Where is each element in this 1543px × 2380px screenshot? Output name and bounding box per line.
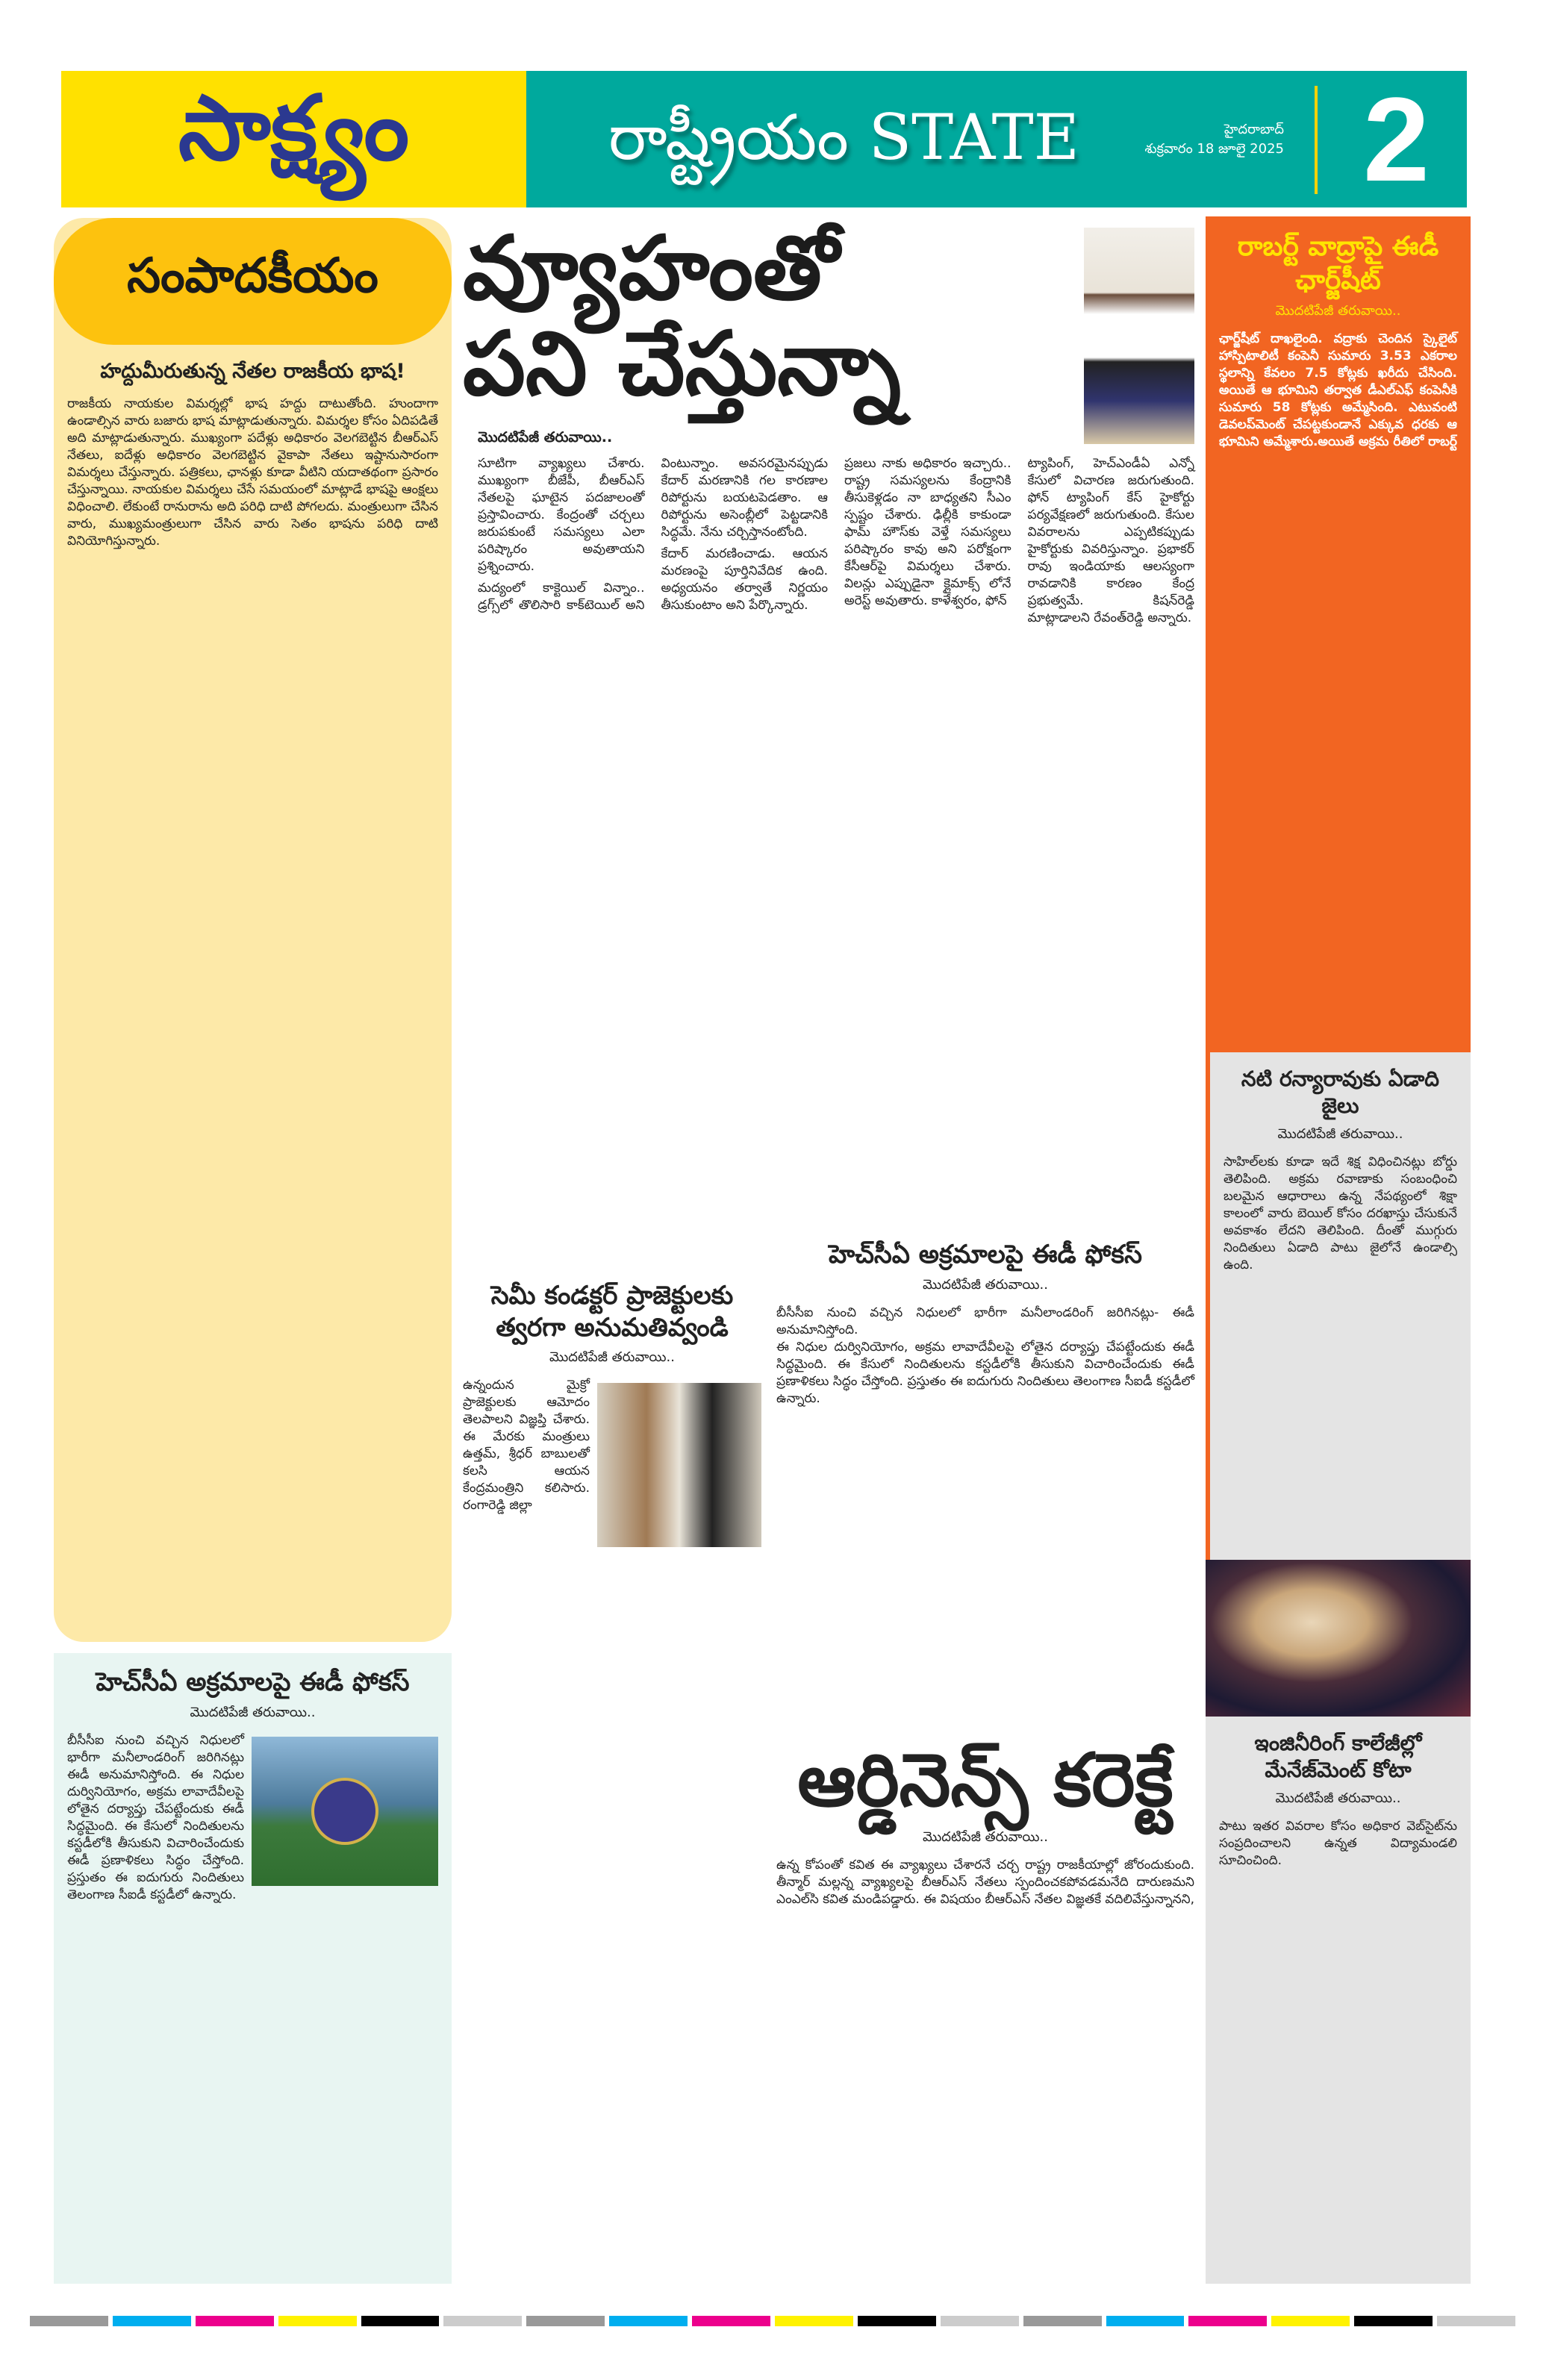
headline-line: వ్యూహంతో	[463, 216, 840, 319]
paragraph: ఛార్జ్‌షీట్ దాఖలైంది. వద్రాకు చెందిన స్కైలైట్ హాస్పిటాలిటీ కంపెనీ సుమారు 3.53 ఎకరాల స్థలాన్ని కేవలం 7.5 కోట్లకు ఖరీదు చేసింది. అయితే ఆ భూమిని తర్వాత డీఎల్ఎఫ్ కంపెనీకి సుమారు 58 కోట్లకు అమ్మేసింది. ఎటువంటి డెవలప్‌మెంట్ చేపట్టకుండానే ఎక్కువ ధరకు ఆ భూమిని అమ్మేశారు.అయితే అక్రమ రీతిలో రాబర్ట్	[1219, 331, 1457, 449]
edition-date: శుక్రవారం 18 జూలై 2025	[1144, 141, 1284, 157]
masthead-band	[526, 71, 1467, 207]
continued-label: మొదటిపేజీ తరువాయి..	[549, 1349, 675, 1365]
headline: ఆర్డినెన్స్ కరెక్టే	[797, 1738, 1173, 1823]
main-story-body	[478, 455, 1194, 1224]
logo-text: సాక్ష్యం	[178, 76, 410, 181]
paragraph: మద్యంలో కాక్టెయిల్ విన్నాం.. డ్రగ్స్‌లో తొలిసారి కాక్‌టెయిల్ అని వింటున్నాం. అవసరమైనప్పుడు కేదార్ మరణానికి గల కారణాల రిపోర్టును బయటపెడతాం. ఆ రిపోర్టును అసెంబ్లీలో పెట్టడానికి సిద్ధమే. నేను చర్చిస్తానంటోంది.	[478, 456, 828, 613]
hca-left-story	[54, 1653, 452, 2284]
paragraph: సూటిగా వ్యాఖ్యలు చేశారు. ముఖ్యంగా బీజేపీ, బీఆర్ఎస్ నేతలపై ఘాటైన పదజాలంతో ప్రస్తావించారు. కేంద్రంతో చర్చలు జరుపకుంటే సమస్యలు ఎలా పరిష్కారం అవుతాయని ప్రశ్నించారు.	[478, 456, 645, 574]
engineering-story	[1206, 1717, 1471, 2284]
paragraph: పాటు ఇతర వివరాల కోసం అధికార వెబ్‌సైట్‌ను సంప్రదించాలని ఉన్నత విద్యామండలి సూచించింది.	[1219, 1818, 1457, 1868]
actress-photo	[1206, 1560, 1471, 1717]
continued-label: మొదటిపేజీ తరువాయి..	[1275, 303, 1401, 319]
editorial-headline: హద్దుమీరుతున్న నేతల రాజకీయ భాష!	[100, 360, 405, 383]
headline: నటి రన్యారావుకు ఏడాది జైలు	[1241, 1066, 1440, 1119]
paragraph: ఈ నిధుల దుర్వినియోగం, అక్రమ లావాదేవీలపై లోతైన దర్యాప్తు చేపట్టేందుకు ఈడీ సిద్ధమైంది. ఈ కేసులో నిందితులను కస్టడీలోకి తీసుకుని విచారించేందుకు ఈడీ ప్రణాళికలు సిద్ధం చేస్తోంది. ప్రస్తుతం ఈ ఐదుగురు నిందితులు తెలంగాణ సీఐడీ కస్టడీలో ఉన్నారు.	[776, 1339, 1194, 1406]
continued-label: మొదటిపేజీ తరువాయి..	[1275, 1790, 1401, 1806]
headline: హెచ్‌సీఏ అక్రమాలపై ఈడీ ఫోకస్	[828, 1240, 1143, 1269]
editorial-box	[54, 218, 452, 1642]
paragraph: కేదార్ మరణించాడు. ఆయన మరణంపై పూర్తినివేదిక ఉంది. అధ్యయనం తర్వాతే నిర్ణయం తీసుకుంటాం అని పేర్కొన్నారు.	[661, 546, 828, 613]
ordinance-story	[776, 1739, 1194, 2284]
paragraph: ఉన్న కోపంతో కవిత ఈ వ్యాఖ్యలు చేశారనే చర్చ రాష్ట్ర రాజకీయాల్లో జోరందుకుంది. తీన్మార్ మల్లన్న వ్యాఖ్యలపై బీఆర్ఎస్ నేతలు స్పందించకపోవడమనేది దారుణమని ఎంఎల్‌సి కవిత మండిపడ్డారు. ఈ విషయం బీఆర్ఎస్ నేతల విజ్ఞతకే వదిలివేస్తున్నానని,	[776, 1857, 1194, 1907]
headline: ఇంజినీరింగ్ కాలేజీల్లో మేనేజ్‌మెంట్ కోటా	[1254, 1731, 1422, 1783]
headline-line: పని చేస్తున్నా	[463, 312, 901, 415]
editorial-badge: సంపాదకీయం	[54, 218, 452, 345]
section-title: రాష్ట్రీయం STATE	[608, 101, 1079, 174]
vadra-story	[1206, 216, 1471, 1052]
page-number: 2	[1363, 72, 1430, 206]
masthead-logo	[61, 71, 526, 207]
hca-mid-story	[776, 1239, 1194, 1731]
stadium-photo	[252, 1737, 438, 1886]
headline: రాబర్ట్ వాద్రాపై ఈడీ ఛార్జ్‌షీట్	[1237, 231, 1439, 296]
paragraph: బీసీసీఐ నుంచి వచ్చిన నిధులలో భారీగా మనీలాండరింగ్ జరిగినట్లు- ఈడీ అనుమానిస్తోంది.	[776, 1305, 1194, 1337]
continued-label: మొదటిపేజీ తరువాయి..	[478, 429, 613, 446]
paragraph: ప్రజలు నాకు అధికారం ఇచ్చారు.. రాష్ట్ర సమస్యలను కేంద్రానికి తీసుకెళ్లడం నా బాధ్యతని సీఎం స్పష్టం చేశారు. ఢిల్లీకి కాకుండా ఫామ్ హౌస్‌కు వెళ్తే సమస్యలు పరిష్కారం కావు అని పరోక్షంగా కేసీఆర్‌పై విమర్శలు చేశారు. విలన్లు ఎప్పుడైనా క్లైమాక్స్ లోనే అరెస్ట్ అవుతారు. కాళేశ్వరం, ఫోన్	[844, 456, 1011, 608]
paragraph: సాహిల్‌లకు కూడా ఇదే శిక్ష విధించినట్లు బోర్డు తెలిపింది. అక్రమ రవాణాకు సంబంధించి బలమైన ఆధారాలు ఉన్న నేపథ్యంలో శిక్షా కాలంలో వారు బెయిల్ కోసం దరఖాస్తు చేసుకునే అవకాశం లేదని తెలిపింది. దీంతో ముగ్గురు నిందితులు ఏడాది పాటు జైలోనే ఉండాల్సి ఉంది.	[1224, 1154, 1457, 1272]
paragraph: రాజకీయ నాయకుల విమర్శల్లో భాష హద్దు దాటుతోంది. హుందాగా ఉండాల్సిన వారు బజారు భాష మాట్లాడుతున్నారు. విమర్శల కోసం ఏదిపడితే అది మాట్లాడుతున్నారు. ముఖ్యంగా పదేళ్లు అధికారం వెలగబెట్టిన బీఆర్ఎస్ నేతలు, ఐదేళ్లు అధికారం వెలగబెట్టిన వైకాపా నేతలు ఇష్టానుసారంగా విమర్శలు చేస్తున్నారు. పత్రికలు, ఛానళ్లు కూడా వీటిని యదాతథంగా ప్రసారం చేస్తున్నాయి. నాయకుల విమర్శలు చేసే సమయంలో మాట్లాడే భాషపై ఆంక్షలు విధించాలి. లేకుంటే రానురాను అది పరిధి దాటి పోగలదు. మంత్రులుగా చేసిన వారు, ముఖ్యమంత్రులుగా చేసిన వారు సెతం భాషను పరిధి దాటి వినియోగిస్తున్నారు.	[67, 396, 438, 549]
continued-label: మొదటిపేజీ తరువాయి..	[190, 1704, 316, 1720]
ranya-story	[1206, 1052, 1471, 1560]
main-headline	[463, 216, 1082, 415]
ministers-meeting-photo	[597, 1383, 761, 1547]
paragraph: బీసీసీఐ నుంచి వచ్చిన నిధులలో భారీగా మనీలాండరింగ్ జరిగినట్లు ఈడీ అనుమానిస్తోంది. ఈ నిధుల దుర్వినియోగం, అక్రమ లావాదేవీలపై లోతైన దర్యాప్తు చేపట్టేందుకు ఈడీ సిద్ధమైంది. ఈ కేసులో నిందితులను కస్టడీలోకి తీసుకుని విచారించేందుకు ఈడీ ప్రణాళికలు సిద్ధం చేస్తోంది. ప్రస్తుతం ఈ ఐదుగురు నిందితులు తెలంగాణ సీఐడీ కస్టడీలో ఉన్నారు.	[67, 1732, 244, 1902]
headline: హెచ్‌సీఏ అక్రమాలపై ఈడీ ఫోకస్	[96, 1667, 410, 1697]
hca-emblem-icon	[311, 1778, 378, 1845]
cm-photo	[1084, 228, 1194, 444]
print-registration-bar	[30, 2310, 1515, 2332]
continued-label: మొదటిపేజీ తరువాయి..	[923, 1828, 1048, 1845]
continued-label: మొదటిపేజీ తరువాయి..	[1277, 1125, 1403, 1142]
paragraph: ఉన్నందున మైక్రో ప్రాజెక్టులకు ఆమోదం తెలపాలని విజ్ఞప్తి చేశారు. ఈ మేరకు మంత్రులు ఉత్తమ్, శ్రీధర్ బాబులతో కలసి ఆయన కేంద్రమంత్రిని కలిసారు. రంగారెడ్డి జిల్లా	[463, 1378, 590, 1513]
editorial-body	[67, 396, 438, 555]
paragraph: ట్యాపింగ్, హెచ్ఎండీఏ ఎన్నో కేసులో విచారణ జరుగుతుంది. ఫోన్ ట్యాపింగ్ కేస్ హైకోర్టు పర్యవేక్షణలో జరుగుతుంది. కేసుల వివరాలను ఎప్పటికప్పుడు హైకోర్టుకు వివరిస్తున్నాం. ప్రభాకర్ రావు ఇండియాకు ఆలస్యంగా రావడానికి కారణం కేంద్ర ప్రభుత్వమే. కిషన్‌రెడ్డి మాట్లాడాలని రేవంత్‌రెడ్డి అన్నారు.	[1027, 456, 1194, 625]
divider	[1315, 86, 1318, 194]
continued-label: మొదటిపేజీ తరువాయి..	[923, 1276, 1048, 1293]
edition-city: హైదరాబాద్	[1224, 122, 1284, 137]
headline: సెమీ కండక్టర్ ప్రాజెక్టులకు త్వరగా అనుమతివ్వండి	[490, 1281, 734, 1343]
semiconductor-story	[463, 1280, 761, 2284]
